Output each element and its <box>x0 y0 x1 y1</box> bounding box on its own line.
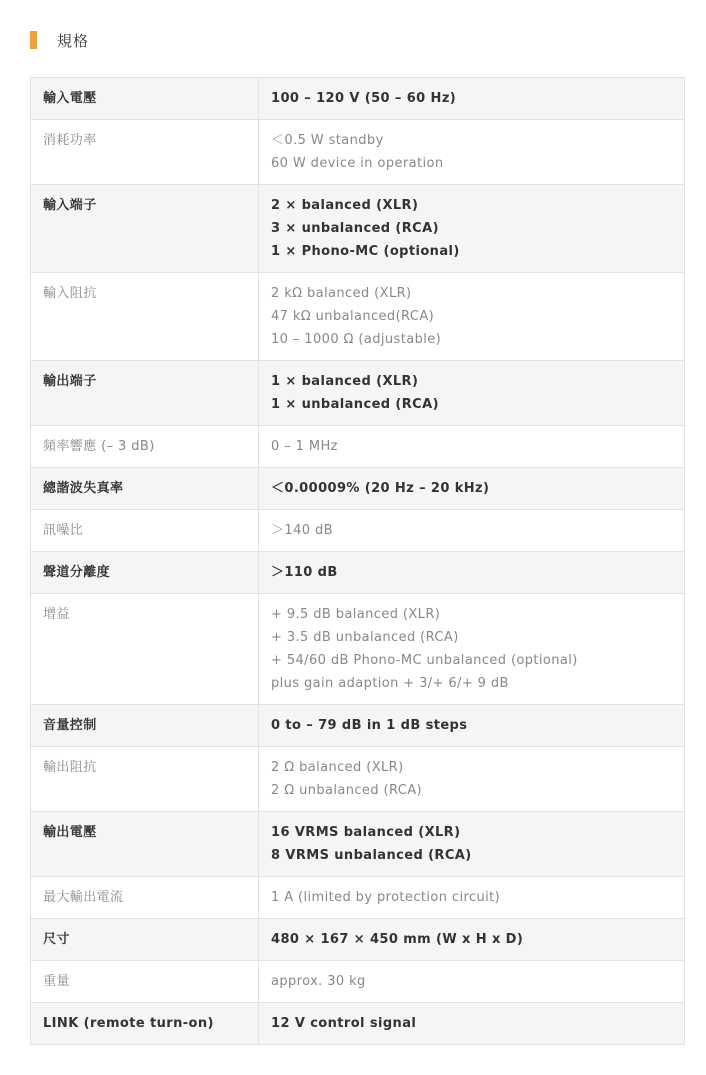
spec-value-cell <box>259 877 685 919</box>
spec-row <box>31 812 685 877</box>
spec-row <box>31 877 685 919</box>
spec-value-cell <box>259 705 685 747</box>
spec-row <box>31 468 685 510</box>
spec-row <box>31 361 685 426</box>
spec-value: 2 Ω balanced (XLR) <box>271 760 404 775</box>
spec-value: ＜0.5 W standby <box>271 133 384 148</box>
spec-label: 輸出阻抗 <box>31 747 259 812</box>
spec-value-cell <box>259 919 685 961</box>
spec-row <box>31 78 685 120</box>
spec-row <box>31 273 685 361</box>
spec-value: ＞110 dB <box>271 565 338 580</box>
spec-value: 1 A (limited by protection circuit) <box>271 890 501 905</box>
spec-label: 輸入端子 <box>31 185 259 273</box>
spec-value: 480 × 167 × 450 mm (W x H x D) <box>271 932 524 947</box>
spec-value: + 54/60 dB Phono-MC unbalanced (optional) <box>271 653 578 668</box>
spec-value: 1 × unbalanced (RCA) <box>271 397 439 412</box>
spec-value-cell <box>259 552 685 594</box>
spec-table-body <box>31 78 685 1045</box>
spec-value-cell <box>259 1003 685 1045</box>
spec-row <box>31 1003 685 1045</box>
spec-table <box>30 77 685 1045</box>
spec-label: 音量控制 <box>31 705 259 747</box>
spec-label: 輸出電壓 <box>31 812 259 877</box>
spec-row <box>31 747 685 812</box>
spec-label: 輸入電壓 <box>31 78 259 120</box>
spec-row <box>31 510 685 552</box>
spec-value-cell <box>259 594 685 705</box>
spec-value: + 3.5 dB unbalanced (RCA) <box>271 630 459 645</box>
spec-label: 重量 <box>31 961 259 1003</box>
spec-label: 訊噪比 <box>31 510 259 552</box>
spec-value: 10 – 1000 Ω (adjustable) <box>271 332 442 347</box>
spec-row <box>31 961 685 1003</box>
spec-value-cell <box>259 747 685 812</box>
spec-label: LINK (remote turn-on) <box>31 1003 259 1045</box>
spec-value: 60 W device in operation <box>271 156 444 171</box>
spec-row <box>31 426 685 468</box>
spec-value: ＞140 dB <box>271 523 333 538</box>
spec-value-cell <box>259 510 685 552</box>
spec-value: 100 – 120 V (50 – 60 Hz) <box>271 91 457 106</box>
spec-value: + 9.5 dB balanced (XLR) <box>271 607 441 622</box>
spec-value-cell <box>259 961 685 1003</box>
spec-value: 12 V control signal <box>271 1016 417 1031</box>
spec-value: 1 × balanced (XLR) <box>271 374 419 389</box>
spec-value-cell <box>259 185 685 273</box>
section-header <box>30 30 89 50</box>
spec-value: 1 × Phono-MC (optional) <box>271 244 460 259</box>
spec-label: 輸入阻抗 <box>31 273 259 361</box>
spec-value-cell <box>259 273 685 361</box>
spec-label: 最大輸出電流 <box>31 877 259 919</box>
spec-label: 增益 <box>31 594 259 705</box>
spec-row <box>31 552 685 594</box>
spec-value: 16 VRMS balanced (XLR) <box>271 825 461 840</box>
spec-value: 0 – 1 MHz <box>271 439 338 454</box>
spec-label: 消耗功率 <box>31 120 259 185</box>
spec-value: ＜0.00009% (20 Hz – 20 kHz) <box>271 481 490 496</box>
spec-value: 2 Ω unbalanced (RCA) <box>271 783 423 798</box>
spec-row <box>31 919 685 961</box>
spec-value-cell <box>259 78 685 120</box>
section-title: 規格 <box>57 31 90 50</box>
spec-value: approx. 30 kg <box>271 974 366 989</box>
spec-label: 尺寸 <box>31 919 259 961</box>
spec-value: 2 × balanced (XLR) <box>271 198 419 213</box>
accent-bar <box>30 31 37 49</box>
spec-value: 2 kΩ balanced (XLR) <box>271 286 412 301</box>
spec-row <box>31 120 685 185</box>
spec-value-cell <box>259 361 685 426</box>
spec-value-cell <box>259 468 685 510</box>
spec-value: 0 to – 79 dB in 1 dB steps <box>271 718 468 733</box>
spec-value-cell <box>259 120 685 185</box>
spec-value: 47 kΩ unbalanced(RCA) <box>271 309 435 324</box>
spec-row <box>31 594 685 705</box>
spec-value: 3 × unbalanced (RCA) <box>271 221 439 236</box>
spec-label: 輸出端子 <box>31 361 259 426</box>
spec-value: plus gain adaption + 3/+ 6/+ 9 dB <box>271 676 509 691</box>
spec-label: 頻率響應 (– 3 dB) <box>31 426 259 468</box>
spec-label: 總諧波失真率 <box>31 468 259 510</box>
spec-label: 聲道分離度 <box>31 552 259 594</box>
spec-row <box>31 185 685 273</box>
spec-row <box>31 705 685 747</box>
spec-value-cell <box>259 426 685 468</box>
spec-value-cell <box>259 812 685 877</box>
spec-value: 8 VRMS unbalanced (RCA) <box>271 848 472 863</box>
